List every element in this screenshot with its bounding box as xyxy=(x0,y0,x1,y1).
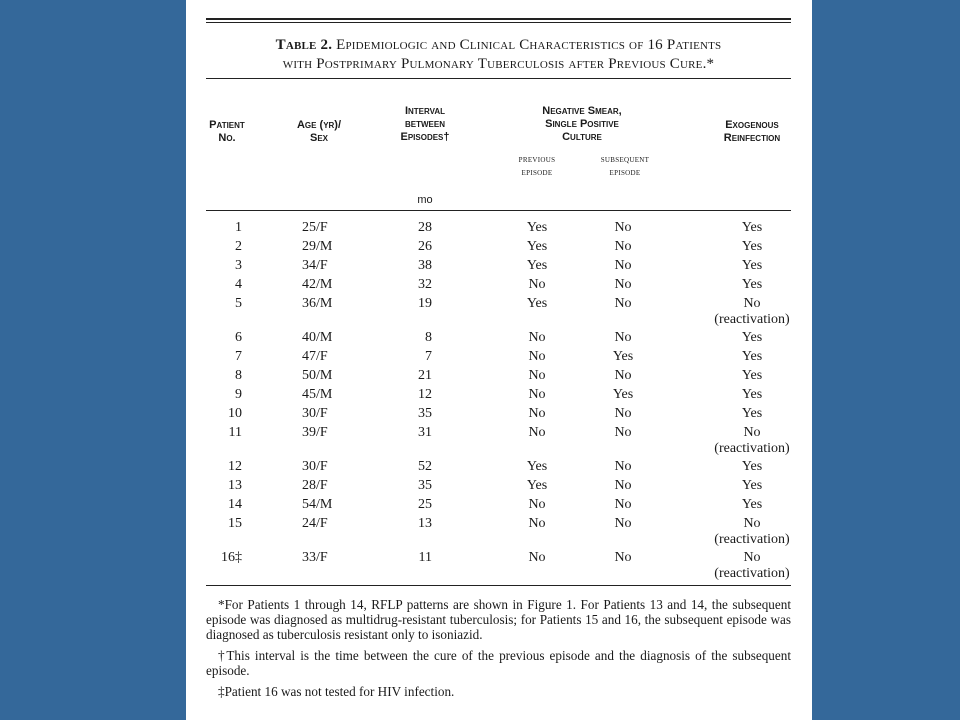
patient-number: 11 xyxy=(228,425,242,440)
table-page xyxy=(186,0,812,720)
footnotes xyxy=(206,597,791,705)
age-sex: 39/F xyxy=(302,425,328,440)
patient-number: 15 xyxy=(228,516,242,531)
footnote-double-dagger: ‡Patient 16 was not tested for HIV infection. xyxy=(218,684,455,699)
exogenous-reinfection: Yes xyxy=(741,368,763,383)
previous-episode: No xyxy=(528,387,546,402)
patient-number: 4 xyxy=(235,277,242,292)
header-age-sex: Age (yr)/ Sex xyxy=(296,119,342,144)
previous-episode: Yes xyxy=(526,220,548,235)
previous-episode: Yes xyxy=(526,478,548,493)
interval-months: 25 xyxy=(418,497,432,512)
exogenous-reinfection: Yes xyxy=(741,277,763,292)
age-sex: 54/M xyxy=(302,497,333,512)
subsequent-episode: No xyxy=(614,296,632,311)
patient-number: 2 xyxy=(235,239,242,254)
previous-episode: No xyxy=(528,425,546,440)
interval-months: 11 xyxy=(418,550,432,565)
subsequent-episode: No xyxy=(614,459,632,474)
subheader-subsequent: subsequent episode xyxy=(600,154,650,178)
interval-months: 52 xyxy=(418,459,432,474)
exogenous-reinfection: Yes xyxy=(741,478,763,493)
exogenous-note: (reactivation) xyxy=(714,312,790,327)
subsequent-episode: No xyxy=(614,550,632,565)
age-sex: 45/M xyxy=(302,387,333,402)
patient-number: 5 xyxy=(235,296,242,311)
previous-episode: No xyxy=(528,516,546,531)
subsequent-episode: No xyxy=(614,368,632,383)
patient-number: 3 xyxy=(235,258,242,273)
exogenous-reinfection: Yes xyxy=(741,459,763,474)
table-title-line2: with Postprimary Pulmonary Tuberculosis after Previous Cure.* xyxy=(282,56,715,72)
header-smear: Negative Smear, Single Positive Culture xyxy=(542,105,622,143)
age-sex: 34/F xyxy=(302,258,328,273)
table-title xyxy=(206,36,791,74)
subsequent-episode: No xyxy=(614,239,632,254)
exogenous-reinfection: No xyxy=(743,550,761,565)
patient-number: 16‡ xyxy=(221,550,242,565)
previous-episode: No xyxy=(528,368,546,383)
patient-number: 8 xyxy=(235,368,242,383)
age-sex: 25/F xyxy=(302,220,328,235)
age-sex: 24/F xyxy=(302,516,328,531)
patient-number: 1 xyxy=(235,220,242,235)
title-rule xyxy=(206,78,791,79)
exogenous-reinfection: Yes xyxy=(741,406,763,421)
patient-number: 12 xyxy=(228,459,242,474)
patient-number: 6 xyxy=(235,330,242,345)
previous-episode: No xyxy=(528,349,546,364)
previous-episode: Yes xyxy=(526,459,548,474)
interval-months: 35 xyxy=(418,478,432,493)
exogenous-note: (reactivation) xyxy=(714,532,790,547)
age-sex: 36/M xyxy=(302,296,333,311)
exogenous-reinfection: Yes xyxy=(741,258,763,273)
header-rule xyxy=(206,210,791,211)
interval-months: 35 xyxy=(418,406,432,421)
previous-episode: Yes xyxy=(526,296,548,311)
interval-months: 12 xyxy=(418,387,432,402)
interval-months: 28 xyxy=(418,220,432,235)
subsequent-episode: No xyxy=(614,277,632,292)
age-sex: 28/F xyxy=(302,478,328,493)
subsequent-episode: Yes xyxy=(612,387,634,402)
header-interval: Interval between Episodes† xyxy=(400,105,450,143)
subsequent-episode: No xyxy=(614,478,632,493)
table-title-line1: Epidemiologic and Clinical Characteristics of 16 Patients xyxy=(336,37,722,53)
top-rule xyxy=(206,18,791,20)
patient-number: 10 xyxy=(228,406,242,421)
age-sex: 30/F xyxy=(302,459,328,474)
previous-episode: No xyxy=(528,550,546,565)
patient-number: 13 xyxy=(228,478,242,493)
subsequent-episode: No xyxy=(614,516,632,531)
previous-episode: No xyxy=(528,330,546,345)
patient-number: 7 xyxy=(235,349,242,364)
age-sex: 30/F xyxy=(302,406,328,421)
header-patient: Patient No. xyxy=(209,119,245,144)
interval-months: 7 xyxy=(425,349,432,364)
age-sex: 40/M xyxy=(302,330,333,345)
previous-episode: Yes xyxy=(526,258,548,273)
interval-months: 32 xyxy=(418,277,432,292)
exogenous-reinfection: No xyxy=(743,425,761,440)
subheader-previous: previous episode xyxy=(518,154,556,178)
bottom-rule xyxy=(206,585,791,586)
interval-months: 13 xyxy=(418,516,432,531)
interval-months: 38 xyxy=(418,258,432,273)
previous-episode: Yes xyxy=(526,239,548,254)
interval-months: 8 xyxy=(425,330,432,345)
exogenous-note: (reactivation) xyxy=(714,566,790,581)
previous-episode: No xyxy=(528,406,546,421)
interval-months: 31 xyxy=(418,425,432,440)
exogenous-reinfection: No xyxy=(743,296,761,311)
interval-unit: mo xyxy=(417,194,433,206)
exogenous-reinfection: Yes xyxy=(741,497,763,512)
previous-episode: No xyxy=(528,497,546,512)
exogenous-reinfection: Yes xyxy=(741,387,763,402)
subsequent-episode: No xyxy=(614,406,632,421)
age-sex: 42/M xyxy=(302,277,333,292)
subsequent-episode: No xyxy=(614,330,632,345)
age-sex: 29/M xyxy=(302,239,333,254)
footnote-asterisk: *For Patients 1 through 14, RFLP patterns are shown in Figure 1. For Patients 13 and 14, the subsequent episode was diagnosed as multidrug-resistant tuberculosis; for Patients 15 and 16, the subsequent episode was diagnosed as tuberculosis resistant only to isoniazid. xyxy=(206,597,791,642)
exogenous-note: (reactivation) xyxy=(714,441,790,456)
age-sex: 50/M xyxy=(302,368,333,383)
age-sex: 47/F xyxy=(302,349,328,364)
top-rule-thin xyxy=(206,22,791,23)
subsequent-episode: Yes xyxy=(612,349,634,364)
subsequent-episode: No xyxy=(614,497,632,512)
subsequent-episode: No xyxy=(614,425,632,440)
subsequent-episode: No xyxy=(614,220,632,235)
exogenous-reinfection: Yes xyxy=(741,220,763,235)
interval-months: 21 xyxy=(418,368,432,383)
exogenous-reinfection: Yes xyxy=(741,330,763,345)
patient-number: 9 xyxy=(235,387,242,402)
exogenous-reinfection: No xyxy=(743,516,761,531)
interval-months: 26 xyxy=(418,239,432,254)
exogenous-reinfection: Yes xyxy=(741,349,763,364)
age-sex: 33/F xyxy=(302,550,328,565)
patient-number: 14 xyxy=(228,497,242,512)
subsequent-episode: No xyxy=(614,258,632,273)
table-label: Table 2. xyxy=(275,37,333,53)
header-exogenous: Exogenous Reinfection xyxy=(723,119,781,144)
previous-episode: No xyxy=(528,277,546,292)
footnote-dagger: †This interval is the time between the cure of the previous episode and the diagnosis of the subsequent episode. xyxy=(206,648,791,678)
interval-months: 19 xyxy=(418,296,432,311)
exogenous-reinfection: Yes xyxy=(741,239,763,254)
